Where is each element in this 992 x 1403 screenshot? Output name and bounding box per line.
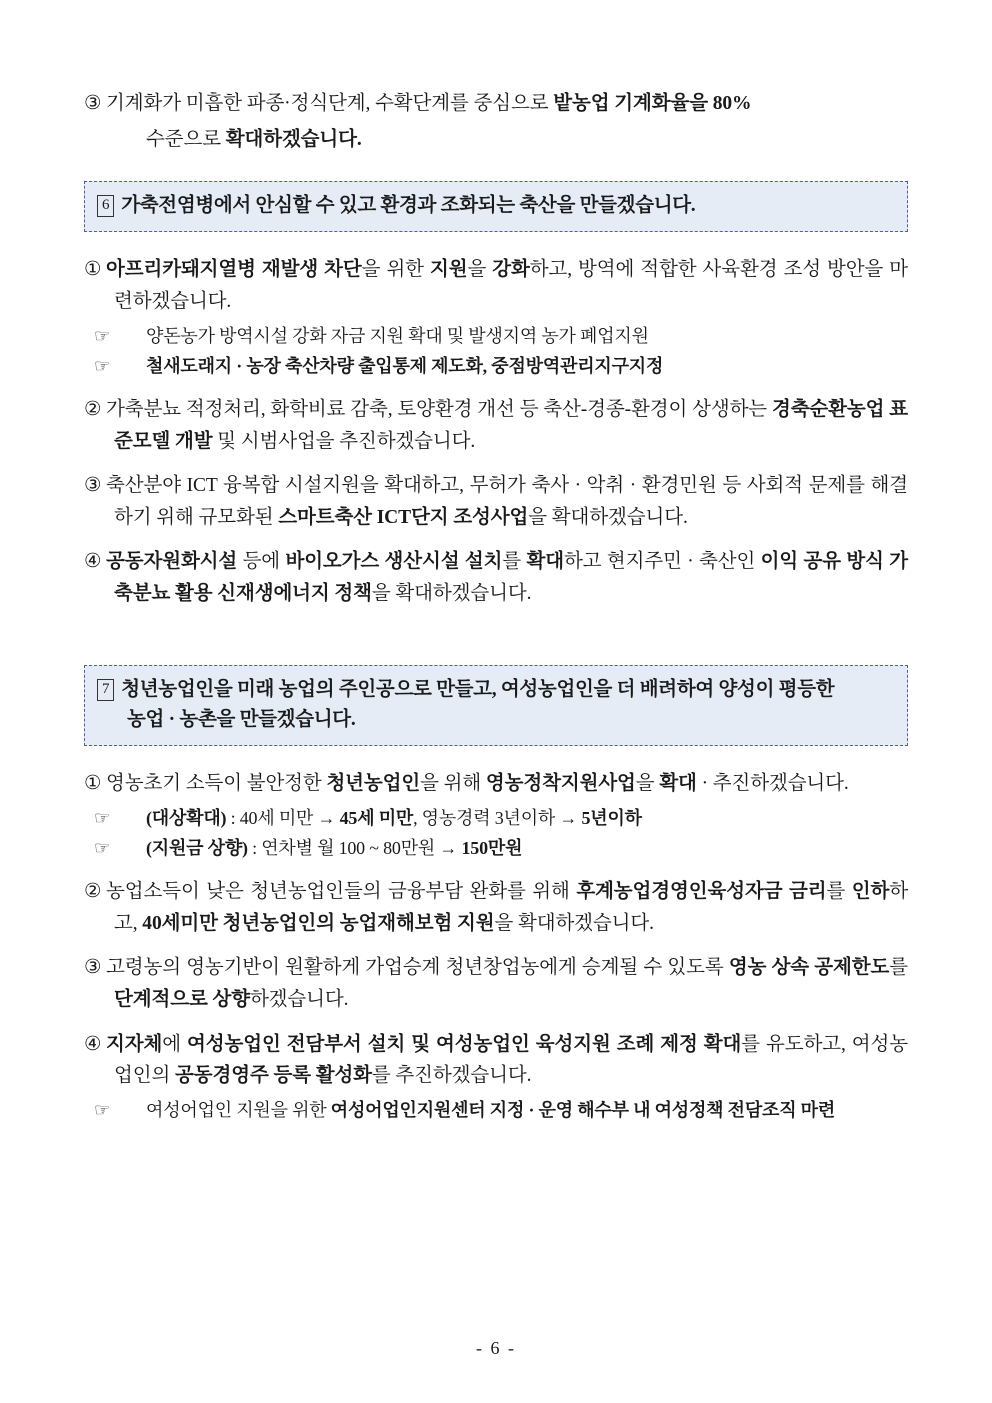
sub-item-text-bold: 철새도래지 · 농장 축산차량 출입통제 제도화, 중점방역관리지구지정 — [146, 356, 664, 377]
sub-item-text-bold: 5년이하 — [581, 807, 642, 828]
item-text-bold: 여성농업인 전담부서 설치 및 여성농업인 육성지원 조례 제정 확대 — [187, 1033, 742, 1055]
sub-item-text-bold: (대상확대) — [146, 807, 227, 828]
sub-item-text-bold: (지원금 상향) — [146, 838, 248, 859]
pointer-icon: ☞ — [94, 807, 110, 828]
list-marker: ③ — [84, 93, 102, 114]
top-item-line2-plain: 수준으로 — [146, 128, 226, 150]
item-text: 를 — [502, 551, 527, 573]
item-paragraph — [84, 470, 908, 533]
item-text-bold: 확대 — [659, 773, 697, 795]
item-text-bold: 후계농업경영인육성자금 금리 — [576, 881, 827, 903]
item-text: 축산분야 ICT 융복합 시설지원을 확대하고, 무허가 축사 · 악취 · 환경민원 등 사회적 문제를 해결하기 위해 규모화된 — [106, 475, 908, 528]
item-text: 를 추진하겠습니다. — [371, 1065, 532, 1087]
item-text: 를 — [889, 957, 908, 979]
sub-item — [84, 322, 908, 351]
item-paragraph — [84, 768, 908, 800]
pointer-icon: ☞ — [94, 1099, 110, 1120]
section7-item-2 — [84, 876, 908, 939]
top-item-line1 — [84, 88, 908, 120]
sub-item-text: 양돈농가 방역시설 강화 자금 지원 확대 및 발생지역 농가 폐업지원 — [146, 325, 649, 346]
sub-item-text-bold: 45세 미만 — [339, 807, 414, 828]
item-text-bold: 지원 — [429, 259, 468, 281]
sub-item-text-bold: 150만원 — [461, 838, 523, 859]
item-text-bold: 영농 상속 공제한도 — [728, 957, 890, 979]
item-text-bold: 스마트축산 ICT단지 조성사업 — [278, 506, 529, 528]
item-paragraph — [84, 254, 908, 317]
top-item-line2-bold: 확대하겠습니다. — [225, 128, 362, 150]
item-text: 를 — [826, 881, 852, 903]
item-text: 농업소득이 낮은 청년농업인들의 금융부담 완화를 위해 — [106, 881, 577, 903]
list-marker: ④ — [84, 551, 102, 573]
pointer-icon: ☞ — [94, 325, 110, 346]
item-text: 을 확대하겠습니다. — [494, 912, 654, 934]
item-text-bold: 영농정착지원사업 — [485, 773, 636, 795]
section7-item-4 — [84, 1029, 908, 1125]
sub-item — [84, 804, 908, 833]
item-text: 에 — [162, 1033, 187, 1055]
item-paragraph — [84, 546, 908, 609]
section-title-7-line1: 청년농업인을 미래 농업의 주인공으로 만들고, 여성농업인을 더 배려하여 양성이 평등한 — [121, 678, 835, 700]
list-marker: ③ — [84, 957, 102, 979]
item-text: 을 — [467, 259, 493, 281]
sub-item-text-bold: 여성어업인지원센터 지정 · 운영 해수부 내 여성정책 전담조직 마련 — [330, 1099, 836, 1120]
item-text: 가축분뇨 적정처리, 화학비료 감축, 토양환경 개선 등 축산-경종-환경이 상생하는 — [106, 399, 772, 421]
item-text-bold: 강화 — [492, 259, 530, 281]
section6-item-3 — [84, 470, 908, 533]
list-marker: ③ — [84, 475, 102, 497]
sub-item-text: : 연차별 월 100 ~ 80만원 → — [247, 838, 462, 859]
item-text-bold: 아프리카돼지열병 재발생 차단 — [106, 259, 362, 281]
page-number: - 6 - — [476, 1338, 516, 1358]
item-text: 를 유도하고, 여성농업인의 — [114, 1033, 908, 1087]
sub-item-text: : 40세 미만 → — [226, 807, 340, 828]
section-number-6: 6 — [97, 195, 114, 217]
item-paragraph — [84, 876, 908, 939]
pointer-icon: ☞ — [94, 356, 110, 377]
top-item-line2 — [84, 124, 908, 156]
section-title-7-line2: 농업 · 농촌을 만들겠습니다. — [127, 708, 356, 730]
item-text: 을 확대하겠습니다. — [528, 506, 688, 528]
item-text: · 추진하겠습니다. — [696, 773, 849, 795]
item-paragraph — [84, 394, 908, 457]
section-heading-7 — [84, 665, 908, 746]
section-heading-6 — [84, 181, 908, 232]
list-marker: ① — [84, 773, 102, 795]
list-marker: ④ — [84, 1033, 102, 1055]
item-text-bold: 공동경영주 등록 활성화 — [175, 1065, 372, 1087]
item-text: 을 — [635, 773, 660, 795]
sub-item-text: , 영농경력 3년이하 → — [413, 807, 582, 828]
top-item — [84, 88, 908, 155]
item-text-bold: 단계적으로 상향 — [114, 988, 250, 1010]
section-title-6: 가축전염병에서 안심할 수 있고 환경과 조화되는 축산을 만들겠습니다. — [121, 195, 696, 217]
section6-item-4 — [84, 546, 908, 609]
pointer-icon: ☞ — [94, 838, 110, 859]
item-text: 고령농의 영농기반이 원활하게 가업승계 청년창업농에게 승계될 수 있도록 — [106, 957, 729, 979]
item-text: 하고 현지주민 · 축산인 — [564, 551, 761, 573]
item-text-bold: 40세미만 청년농업인의 농업재해보험 지원 — [142, 912, 495, 934]
section6-item-2 — [84, 394, 908, 457]
item-text-bold: 경축순환농업 표준모델 개발 — [114, 399, 909, 452]
list-marker: ② — [84, 399, 102, 421]
item-text-bold: 인하 — [851, 881, 890, 903]
sub-item — [84, 352, 908, 381]
list-marker: ① — [84, 259, 102, 281]
item-text: 하고, — [114, 881, 909, 934]
item-text-bold: 청년농업인 — [326, 773, 421, 795]
section6-item-1 — [84, 254, 908, 381]
sub-item — [84, 834, 908, 863]
item-text: 하겠습니다. — [249, 988, 349, 1010]
item-paragraph — [84, 952, 908, 1015]
item-text: 하고, 방역에 적합한 사육환경 조성 방안을 마련하겠습니다. — [114, 259, 908, 312]
item-paragraph — [84, 1029, 908, 1092]
list-marker: ② — [84, 881, 102, 903]
item-text: 등에 — [237, 551, 286, 573]
item-text: 을 확대하겠습니다. — [371, 583, 532, 605]
item-text-bold: 공동자원화시설 — [106, 551, 238, 573]
sub-item-text: 여성어업인 지원을 위한 — [146, 1099, 331, 1120]
item-text-bold: 이익 공유 방식 가축분뇨 활용 신재생에너지 정책 — [114, 551, 908, 605]
section7-item-3 — [84, 952, 908, 1015]
item-text: 영농초기 소득이 불안정한 — [106, 773, 327, 795]
item-text-bold: 지자체 — [106, 1033, 163, 1055]
item-text-bold: 확대 — [526, 551, 564, 573]
item-text: 을 위한 — [361, 259, 430, 281]
section7-item-1 — [84, 768, 908, 863]
top-item-text-plain: 기계화가 미흡한 파종·정식단계, 수확단계를 중심으로 — [106, 93, 554, 114]
item-text-bold: 바이오가스 생산시설 설치 — [285, 551, 503, 573]
item-text: 및 시범사업을 추진하겠습니다. — [212, 430, 476, 452]
section-number-7: 7 — [97, 679, 114, 701]
sub-item — [84, 1096, 908, 1125]
spacer — [84, 623, 908, 639]
top-item-text-bold: 밭농업 기계화율을 80% — [553, 93, 752, 114]
item-text: 을 위해 — [420, 773, 486, 795]
